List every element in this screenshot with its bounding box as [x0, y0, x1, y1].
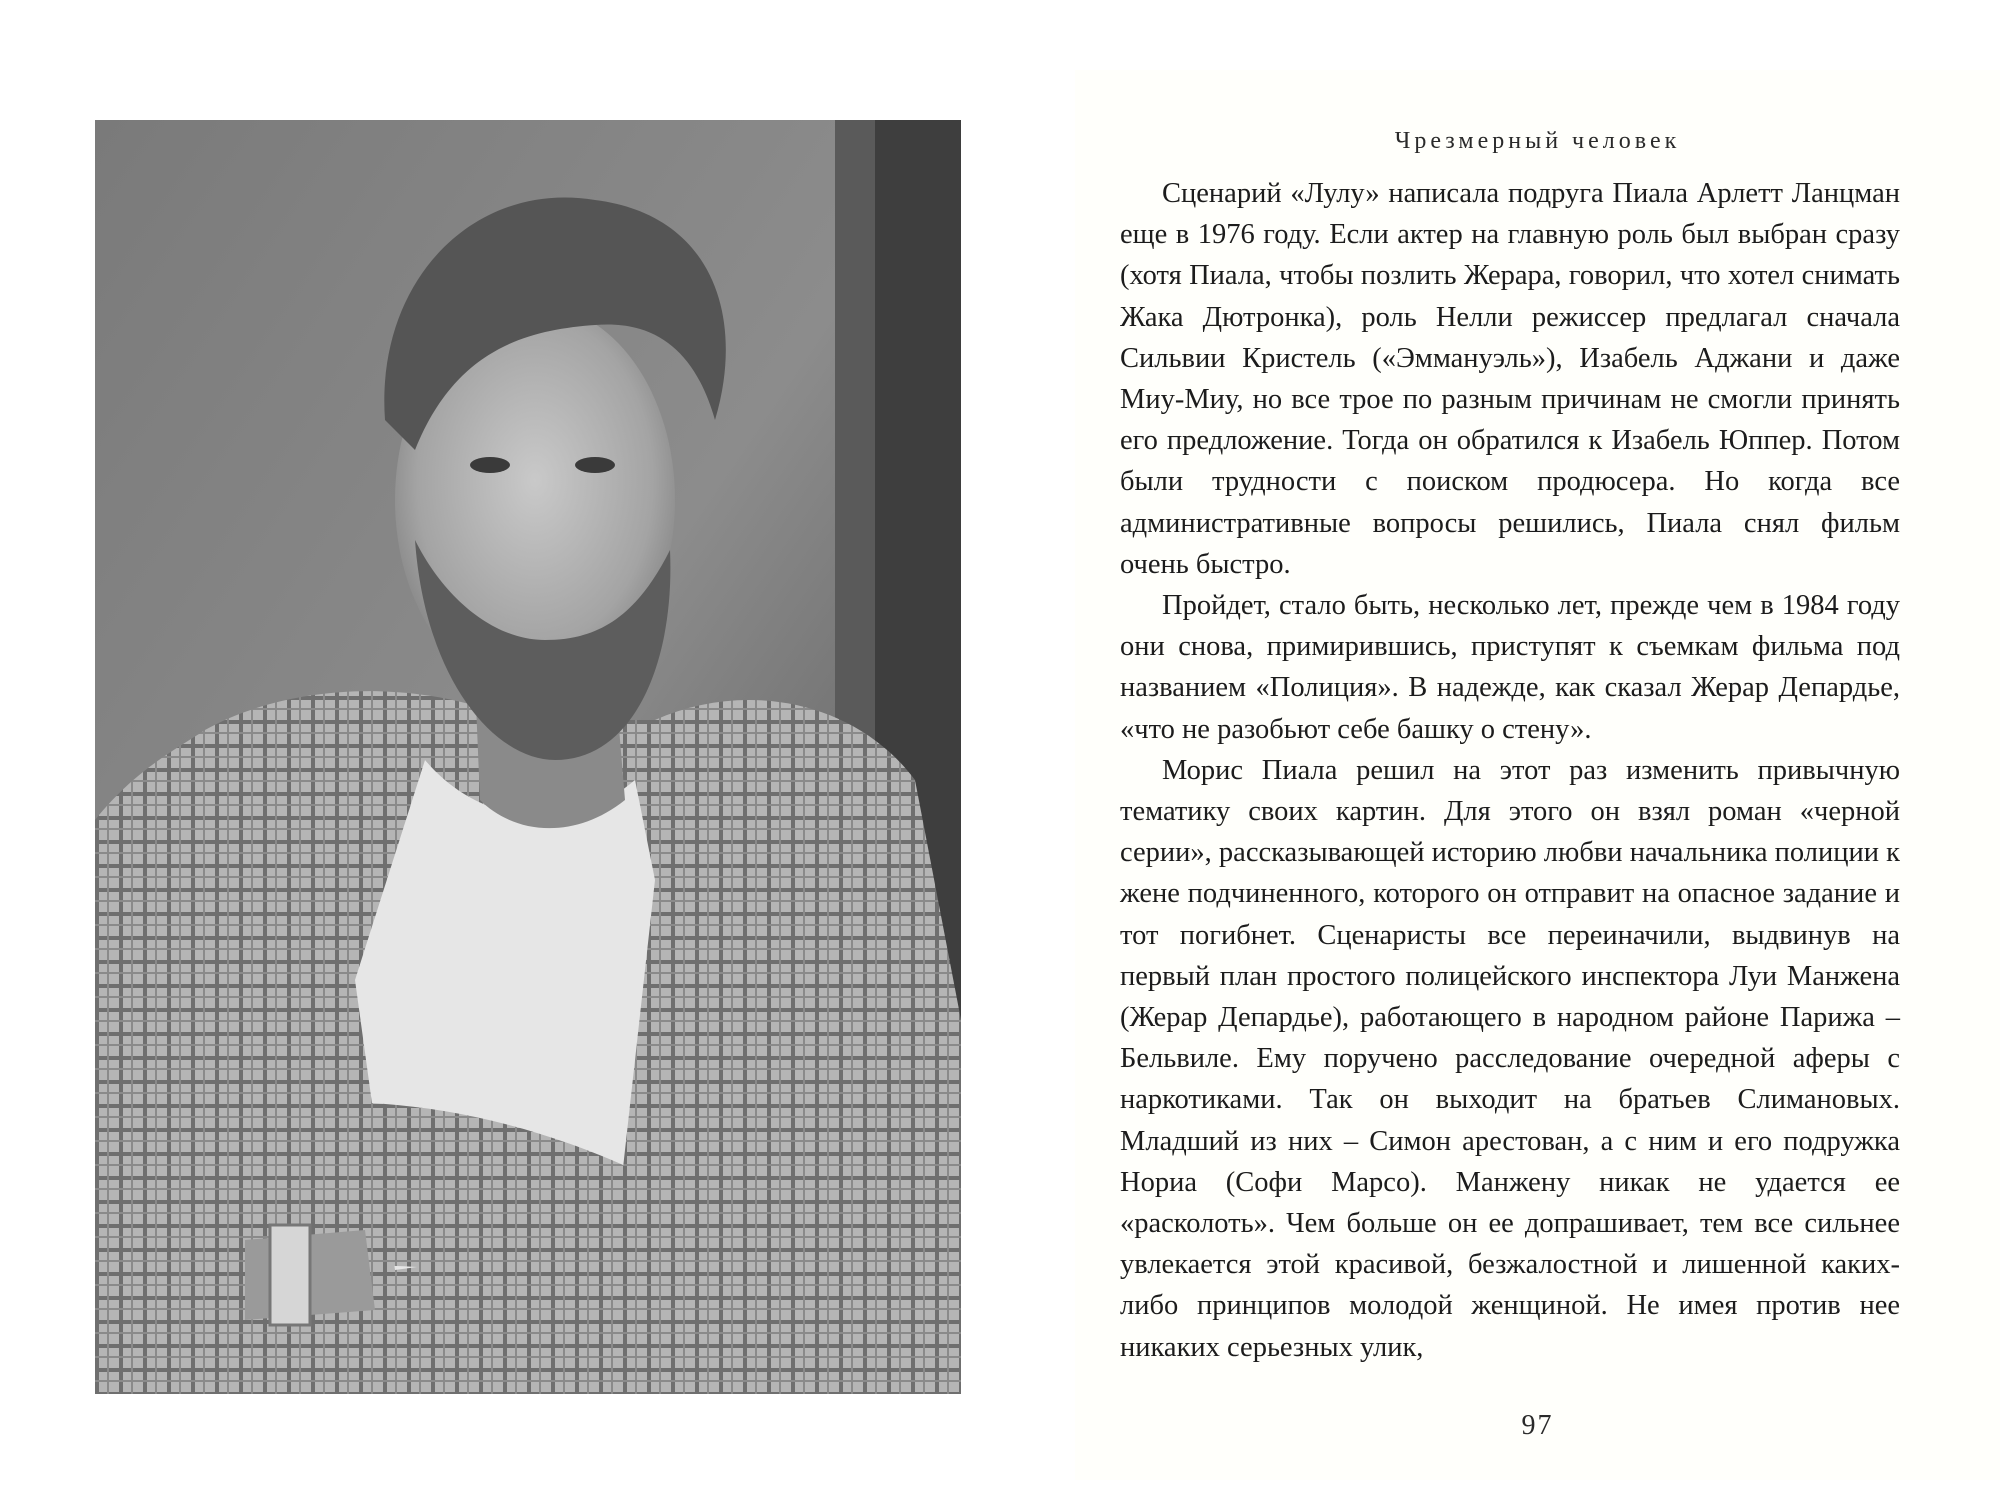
running-head: Чрезмерный человек [1394, 128, 1681, 154]
body-text [1120, 173, 1900, 1368]
portrait-photo-icon [95, 120, 961, 1394]
paragraph: Сценарий «Лулу» написала подруга Пиала Арлетт Ланцман еще в 1976 году. Если актер на главную роль был выбран сразу (хотя Пиала, чтобы позлить Жерара, говорил, что хотел снимать Жака Дютронка), роль Нелли режиссер предлагал сначала Сильвии Кристель («Эммануэль»), Изабель Аджани и даже Миу-Миу, но все трое по разным причинам не смогли принять его предложение. Тогда он обратился к Изабель Юппер. Потом были трудности с поиском продюсера. Но когда все административные вопросы решились, Пиала снял фильм очень быстро. [1120, 178, 1900, 580]
paragraph: Морис Пиала решил на этот раз изменить привычную тематику своих картин. Для этого он взял роман «черной серии», рассказывающей историю любви начальника полиции к жене подчиненного, которого он отправит на опасное задание и тот погибнет. Сценаристы все переиначили, выдвинув на первый план простого полицейского инспектора Луи Манжена (Жерар Депардье), работающего в народном районе Парижа – Бельвиле. Ему поручено расследование очередной аферы с наркотиками. Так он выходит на братьев Слимановых. Младший из них – Симон арестован, а с ним и его подружка Нориа (Софи Марсо). Манжену никак не удается ее «расколоть». Чем больше он ее допрашивает, тем все сильнее увлекается этой красивой, безжалостной и лишенной каких-либо принципов молодой женщиной. Не имея против нее никаких серьезных улик, [1120, 754, 1900, 1363]
portrait-photo [95, 120, 961, 1394]
paragraph: Пройдет, стало быть, несколько лет, прежде чем в 1984 году они снова, примирившись, приступят к съемкам фильма под названием «Полиция». В надежде, как сказал Жерар Депардье, «что не разобьют себе башку о стену». [1120, 590, 1900, 745]
right-page [1075, 70, 2000, 1480]
page-number: 97 [1521, 1410, 1554, 1441]
